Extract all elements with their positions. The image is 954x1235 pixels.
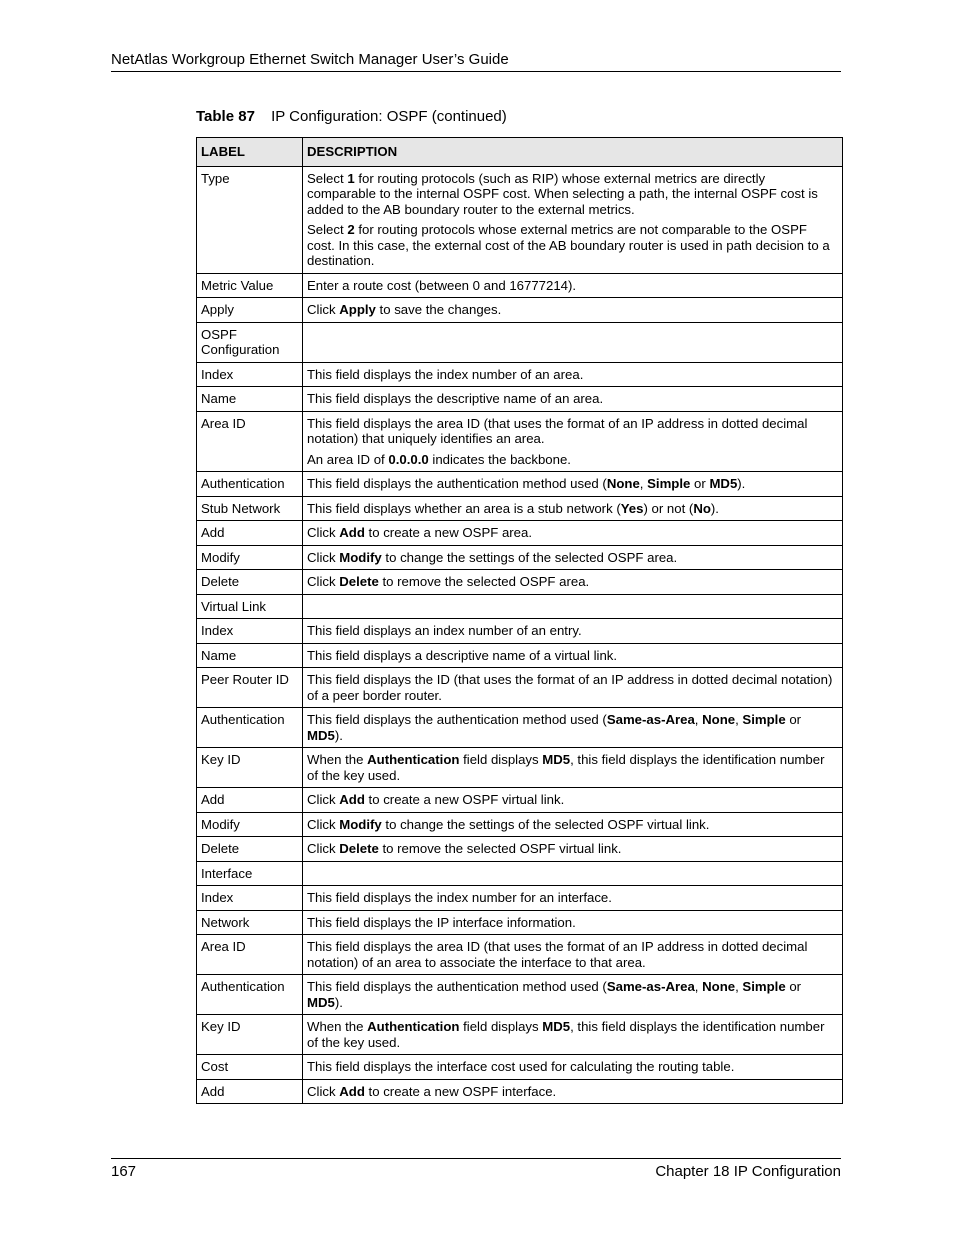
- row-description: [303, 619, 843, 644]
- row-label: Name: [197, 387, 303, 412]
- bold-term: Add: [339, 792, 365, 807]
- text-run: or: [690, 476, 710, 491]
- description-paragraph: [307, 939, 837, 970]
- bold-term: Delete: [339, 841, 379, 856]
- table-row: [197, 748, 843, 788]
- row-description: [303, 910, 843, 935]
- table-row: [197, 387, 843, 412]
- text-run: When the: [307, 752, 368, 767]
- table-body: [197, 166, 843, 1104]
- description-paragraph: [307, 416, 837, 447]
- bold-term: MD5: [542, 752, 571, 767]
- description-paragraph: [307, 476, 837, 492]
- row-description: [303, 570, 843, 595]
- row-label: Index: [197, 362, 303, 387]
- description-paragraph: [307, 1019, 837, 1050]
- text-run: indicates the backbone.: [428, 451, 571, 467]
- row-label: Type: [197, 166, 303, 273]
- row-description: [303, 861, 843, 886]
- row-label: Delete: [197, 837, 303, 862]
- text-run: ,: [694, 712, 703, 727]
- row-label: Stub Network: [197, 496, 303, 521]
- table-row: [197, 411, 843, 472]
- row-label: Cost: [197, 1055, 303, 1080]
- row-description: [303, 812, 843, 837]
- table-caption: [196, 108, 507, 125]
- description-paragraph: [307, 1084, 837, 1100]
- text-run: ).: [334, 994, 343, 1010]
- table-row: [197, 910, 843, 935]
- description-paragraph: [307, 841, 837, 857]
- row-description: [303, 748, 843, 788]
- bold-term: MD5: [307, 994, 335, 1010]
- bold-term: Delete: [339, 574, 379, 589]
- row-description: [303, 886, 843, 911]
- description-paragraph: [307, 752, 837, 783]
- page-footer: [111, 1158, 841, 1180]
- row-description: [303, 387, 843, 412]
- text-run: ) or not (: [643, 500, 694, 516]
- page-number: 167: [111, 1163, 137, 1180]
- text-run: to create a new OSPF virtual link.: [364, 792, 565, 807]
- bold-term: Simple: [742, 979, 786, 994]
- row-description: [303, 496, 843, 521]
- table-row: [197, 1015, 843, 1055]
- row-description: [303, 472, 843, 497]
- text-run: ,: [639, 476, 648, 491]
- row-label: Index: [197, 886, 303, 911]
- row-description: [303, 1015, 843, 1055]
- text-run: This field displays an index number of an entry.: [307, 623, 582, 638]
- text-run: to create a new OSPF interface.: [364, 1083, 557, 1099]
- table-row: [197, 643, 843, 668]
- description-paragraph: [307, 302, 837, 318]
- bold-term: 0.0.0.0: [388, 451, 429, 467]
- row-description: [303, 298, 843, 323]
- row-label: Area ID: [197, 935, 303, 975]
- text-run: for routing protocols whose external metrics are not comparable to the OSPF cost. In this case, the external cost of the AB boundary router is used in path decision to a destination.: [307, 222, 830, 268]
- table-number: Table 87: [196, 108, 255, 125]
- ospf-table: [196, 137, 843, 1104]
- text-run: to remove the selected OSPF area.: [378, 574, 590, 589]
- bold-term: Authentication: [367, 752, 460, 767]
- text-run: , this field displays the identification number of the key used.: [307, 752, 825, 783]
- text-run: or: [785, 979, 802, 994]
- table-header-row: [197, 138, 843, 167]
- bold-term: None: [606, 476, 640, 491]
- text-run: This field displays a descriptive name of a virtual link.: [307, 647, 618, 663]
- text-run: This field displays the authentication method used (: [307, 712, 607, 727]
- text-run: Click: [307, 792, 340, 807]
- table-title: IP Configuration: OSPF (continued): [271, 108, 507, 125]
- text-run: When the: [307, 1019, 368, 1034]
- description-paragraph: [307, 501, 837, 517]
- row-description: [303, 1079, 843, 1104]
- guide-title: NetAtlas Workgroup Ethernet Switch Manager User’s Guide: [111, 51, 509, 68]
- row-description: [303, 166, 843, 273]
- row-description: [303, 362, 843, 387]
- table-row: [197, 668, 843, 708]
- description-paragraph: [307, 278, 837, 294]
- row-label: Area ID: [197, 411, 303, 472]
- row-label: Add: [197, 1079, 303, 1104]
- row-description: [303, 668, 843, 708]
- row-label: Name: [197, 643, 303, 668]
- table-row: [197, 322, 843, 362]
- table-row: [197, 812, 843, 837]
- text-run: This field displays the index number of an area.: [307, 366, 584, 382]
- description-paragraph: [307, 817, 837, 833]
- row-label: Add: [197, 788, 303, 813]
- bold-term: MD5: [542, 1019, 571, 1034]
- table-row: [197, 496, 843, 521]
- table-row: [197, 886, 843, 911]
- bold-term: Modify: [339, 816, 382, 832]
- row-description: [303, 708, 843, 748]
- text-run: Click: [307, 1083, 340, 1099]
- bold-term: Same-as-Area: [606, 979, 695, 994]
- row-label: Key ID: [197, 748, 303, 788]
- bold-term: None: [702, 979, 736, 994]
- row-description: [303, 643, 843, 668]
- text-run: Enter a route cost (between 0 and 16777214).: [307, 277, 577, 293]
- description-paragraph: [307, 550, 837, 566]
- description-paragraph: [307, 391, 837, 407]
- description-paragraph: [307, 1059, 837, 1075]
- table-row: [197, 1055, 843, 1080]
- description-paragraph: [307, 915, 837, 931]
- text-run: This field displays the descriptive name of an area.: [307, 391, 604, 406]
- text-run: This field displays the ID (that uses the format of an IP address in dotted decimal notation) of a peer border router.: [307, 672, 833, 703]
- text-run: This field displays the index number for an interface.: [307, 890, 612, 905]
- text-run: to create a new OSPF area.: [364, 525, 533, 540]
- row-description: [303, 411, 843, 472]
- text-run: for routing protocols (such as RIP) whose external metrics are directly comparable to the internal OSPF cost. When selecting a path, the internal OSPF cost is added to the AB boundary router to the external metrics.: [307, 170, 818, 217]
- bold-term: No: [693, 500, 711, 516]
- row-label: Add: [197, 521, 303, 546]
- text-run: ).: [737, 476, 746, 491]
- table-row: [197, 1079, 843, 1104]
- row-label: Metric Value: [197, 273, 303, 298]
- row-description: [303, 837, 843, 862]
- row-label: Peer Router ID: [197, 668, 303, 708]
- row-label: Virtual Link: [197, 594, 303, 619]
- text-run: , this field displays the identification number of the key used.: [307, 1019, 825, 1050]
- row-label: Modify: [197, 812, 303, 837]
- description-paragraph: [307, 672, 837, 703]
- text-run: An area ID of: [307, 451, 389, 467]
- row-description: [303, 521, 843, 546]
- label-column-header: LABEL: [197, 138, 303, 167]
- description-paragraph: [307, 623, 837, 639]
- bold-term: 1: [347, 170, 355, 186]
- row-label: Apply: [197, 298, 303, 323]
- bold-term: None: [702, 712, 736, 727]
- row-label: Authentication: [197, 708, 303, 748]
- bold-term: Simple: [742, 712, 786, 727]
- text-run: Click: [307, 574, 340, 589]
- text-run: ,: [735, 979, 743, 994]
- text-run: This field displays whether an area is a stub network (: [307, 500, 621, 516]
- text-run: ).: [710, 500, 719, 516]
- table-row: [197, 837, 843, 862]
- description-paragraph: [307, 452, 837, 468]
- row-description: [303, 935, 843, 975]
- row-label: Modify: [197, 545, 303, 570]
- row-description: [303, 545, 843, 570]
- text-run: or: [785, 712, 802, 727]
- table-row: [197, 570, 843, 595]
- table-row: [197, 935, 843, 975]
- row-description: [303, 1055, 843, 1080]
- text-run: ,: [694, 979, 703, 994]
- table-row: [197, 861, 843, 886]
- text-run: to remove the selected OSPF virtual link.: [378, 841, 622, 856]
- row-label: Network: [197, 910, 303, 935]
- row-label: OSPF Configuration: [197, 322, 303, 362]
- text-run: Click: [307, 302, 340, 317]
- text-run: This field displays the interface cost used for calculating the routing table.: [307, 1059, 735, 1074]
- row-description: [303, 975, 843, 1015]
- text-run: to change the settings of the selected OSPF area.: [381, 549, 678, 565]
- table-row: [197, 166, 843, 273]
- text-run: to save the changes.: [375, 302, 502, 317]
- description-paragraph: [307, 792, 837, 808]
- table-row: [197, 788, 843, 813]
- row-label: Key ID: [197, 1015, 303, 1055]
- description-column-header: DESCRIPTION: [303, 138, 843, 167]
- page-header: [111, 51, 841, 72]
- bold-term: Yes: [620, 500, 644, 516]
- text-run: to change the settings of the selected OSPF virtual link.: [381, 816, 710, 832]
- table-row: [197, 362, 843, 387]
- text-run: This field displays the IP interface information.: [307, 914, 576, 930]
- text-run: Click: [307, 841, 340, 856]
- description-paragraph: [307, 979, 837, 1010]
- text-run: Click: [307, 816, 340, 832]
- description-paragraph: [307, 171, 837, 218]
- bold-term: Same-as-Area: [606, 712, 695, 727]
- text-run: Click: [307, 549, 340, 565]
- bold-term: 2: [347, 222, 355, 237]
- table-row: [197, 521, 843, 546]
- row-label: Delete: [197, 570, 303, 595]
- description-paragraph: [307, 890, 837, 906]
- bold-term: Add: [339, 525, 365, 540]
- chapter-title: Chapter 18 IP Configuration: [655, 1163, 841, 1180]
- table-row: [197, 545, 843, 570]
- table-row: [197, 619, 843, 644]
- table-row: [197, 298, 843, 323]
- text-run: Select: [307, 170, 348, 186]
- text-run: field displays: [459, 1019, 543, 1034]
- text-run: field displays: [459, 752, 543, 767]
- row-label: Index: [197, 619, 303, 644]
- bold-term: Simple: [647, 476, 691, 491]
- row-description: [303, 788, 843, 813]
- text-run: This field displays the authentication method used (: [307, 979, 607, 994]
- row-description: [303, 594, 843, 619]
- bold-term: Authentication: [367, 1019, 460, 1034]
- table-row: [197, 273, 843, 298]
- description-paragraph: [307, 648, 837, 664]
- table-row: [197, 594, 843, 619]
- text-run: This field displays the area ID (that uses the format of an IP address in dotted decimal notation) that uniquely identifies an area.: [307, 415, 808, 446]
- text-run: ).: [334, 727, 343, 743]
- row-description: [303, 322, 843, 362]
- bold-term: Add: [339, 1083, 365, 1099]
- text-run: Click: [307, 525, 340, 540]
- row-description: [303, 273, 843, 298]
- row-label: Authentication: [197, 472, 303, 497]
- text-run: Select: [307, 222, 348, 237]
- text-run: This field displays the authentication method used (: [307, 476, 607, 491]
- bold-term: Modify: [339, 549, 382, 565]
- description-paragraph: [307, 222, 837, 269]
- table-row: [197, 472, 843, 497]
- description-paragraph: [307, 712, 837, 743]
- bold-term: Apply: [339, 302, 376, 317]
- description-paragraph: [307, 367, 837, 383]
- description-paragraph: [307, 574, 837, 590]
- row-label: Authentication: [197, 975, 303, 1015]
- bold-term: MD5: [709, 476, 738, 491]
- row-label: Interface: [197, 861, 303, 886]
- table-row: [197, 975, 843, 1015]
- bold-term: MD5: [307, 727, 335, 743]
- table-row: [197, 708, 843, 748]
- text-run: This field displays the area ID (that uses the format of an IP address in dotted decimal notation) of an area to associate the interface to that area.: [307, 939, 808, 970]
- description-paragraph: [307, 525, 837, 541]
- text-run: ,: [735, 712, 743, 727]
